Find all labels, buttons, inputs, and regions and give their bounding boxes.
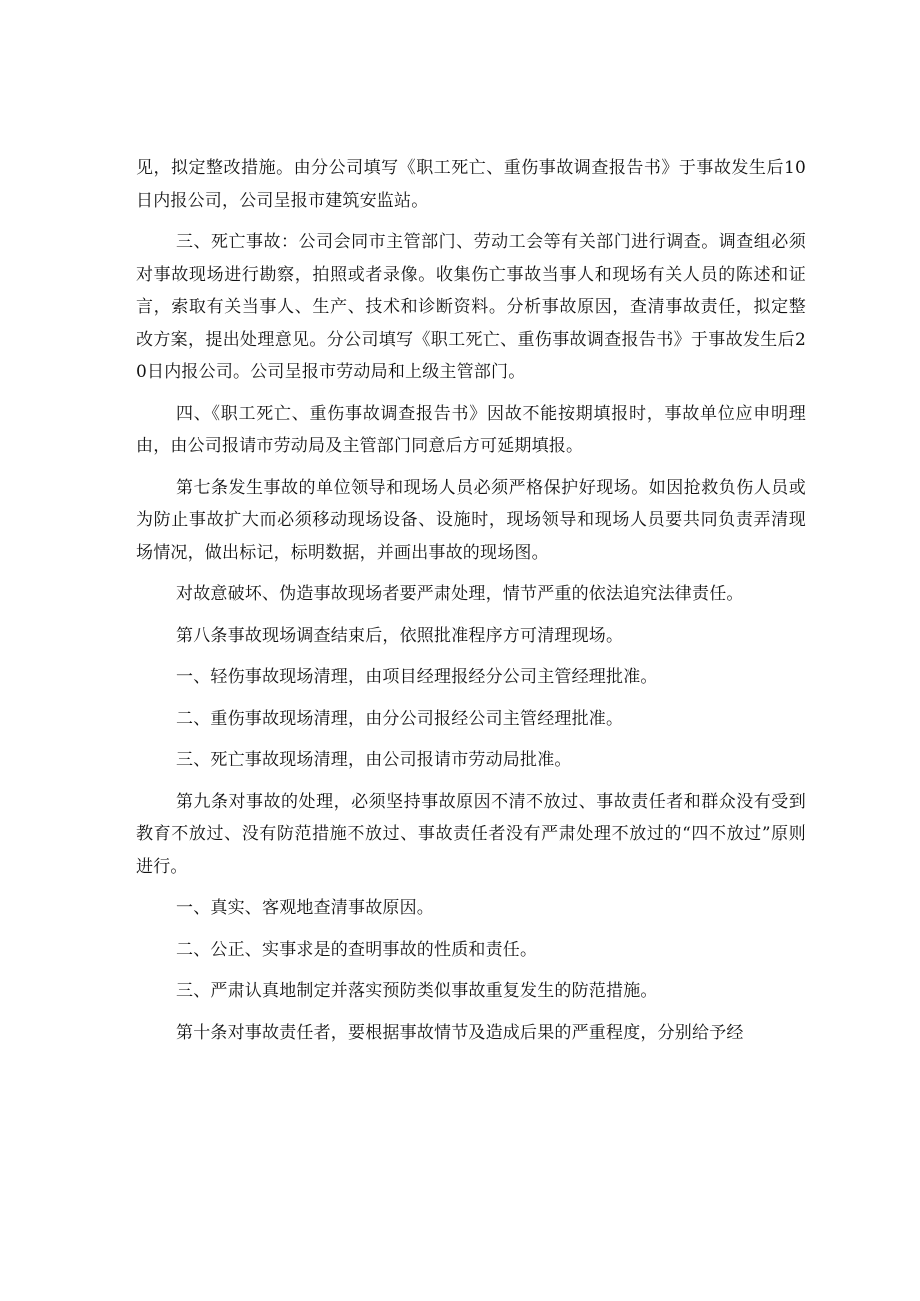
paragraph-minor-injury-cleanup: 一、轻伤事故现场清理，由项目经理报经分公司主管经理批准。 [176,667,658,687]
paragraph-article-10: 第十条对事故责任者，要根据事故情节及造成后果的严重程度，分别给予经 [176,1022,744,1043]
paragraph-article-8: 第八条事故现场调查结束后，依照批准程序方可清理现场。 [176,625,624,646]
paragraph-article-7: 第七条发生事故的单位领导和现场人员必须严格保护好现场。如因抢救负伤人员或为防止事故扩大而必须移动现场设备、设施时，现场领导和现场人员要共同负责弄清现场情况，做出标记，标明数据，并画出事故的现场图。 [136,477,806,563]
paragraph-delay-filing: 四、《职工死亡、重伤事故调查报告书》因故不能按期填报时，事故单位应申明理由，由公司报请市劳动局及主管部门同意后方可延期填报。 [136,403,806,456]
paragraph-scene-tampering: 对故意破坏、伪造事故现场者要严肃处理，情节严重的依法追究法律责任。 [176,584,744,604]
document-body [136,152,806,1058]
paragraph-continuation: 见，拟定整改措施。由分公司填写《职工死亡、重伤事故调查报告书》于事故发生后10日内报公司，公司呈报市建筑安监站。 [136,158,806,211]
paragraph-determine-responsibility: 二、公正、实事求是的查明事故的性质和责任。 [176,939,538,960]
paragraph-preventive-measures: 三、严肃认真地制定并落实预防类似事故重复发生的防范措施。 [176,981,658,1001]
paragraph-article-9: 第九条对事故的处理，必须坚持事故原因不清不放过、事故责任者和群众没有受到教育不放过、没有防范措施不放过、事故责任者没有严肃处理不放过的“四不放过”原则进行。 [136,791,806,877]
paragraph-find-cause: 一、真实、客观地查清事故原因。 [176,898,434,918]
paragraph-death-accident: 三、死亡事故：公司会同市主管部门、劳动工会等有关部门进行调查。调查组必须对事故现场进行勘察，拍照或者录像。收集伤亡事故当事人和现场有关人员的陈述和证言，索取有关当事人、生产、技术和诊断资料。分析事故原因，查清事故责任，拟定整改方案，提出处理意见。分公司填写《职工死亡、重伤事故调查报告书》于事故发生后20日内报公司。公司呈报市劳动局和上级主管部门。 [136,232,806,382]
paragraph-serious-injury-cleanup: 二、重伤事故现场清理，由分公司报经公司主管经理批准。 [176,708,624,729]
paragraph-death-cleanup: 三、死亡事故现场清理，由公司报请市劳动局批准。 [176,750,572,770]
